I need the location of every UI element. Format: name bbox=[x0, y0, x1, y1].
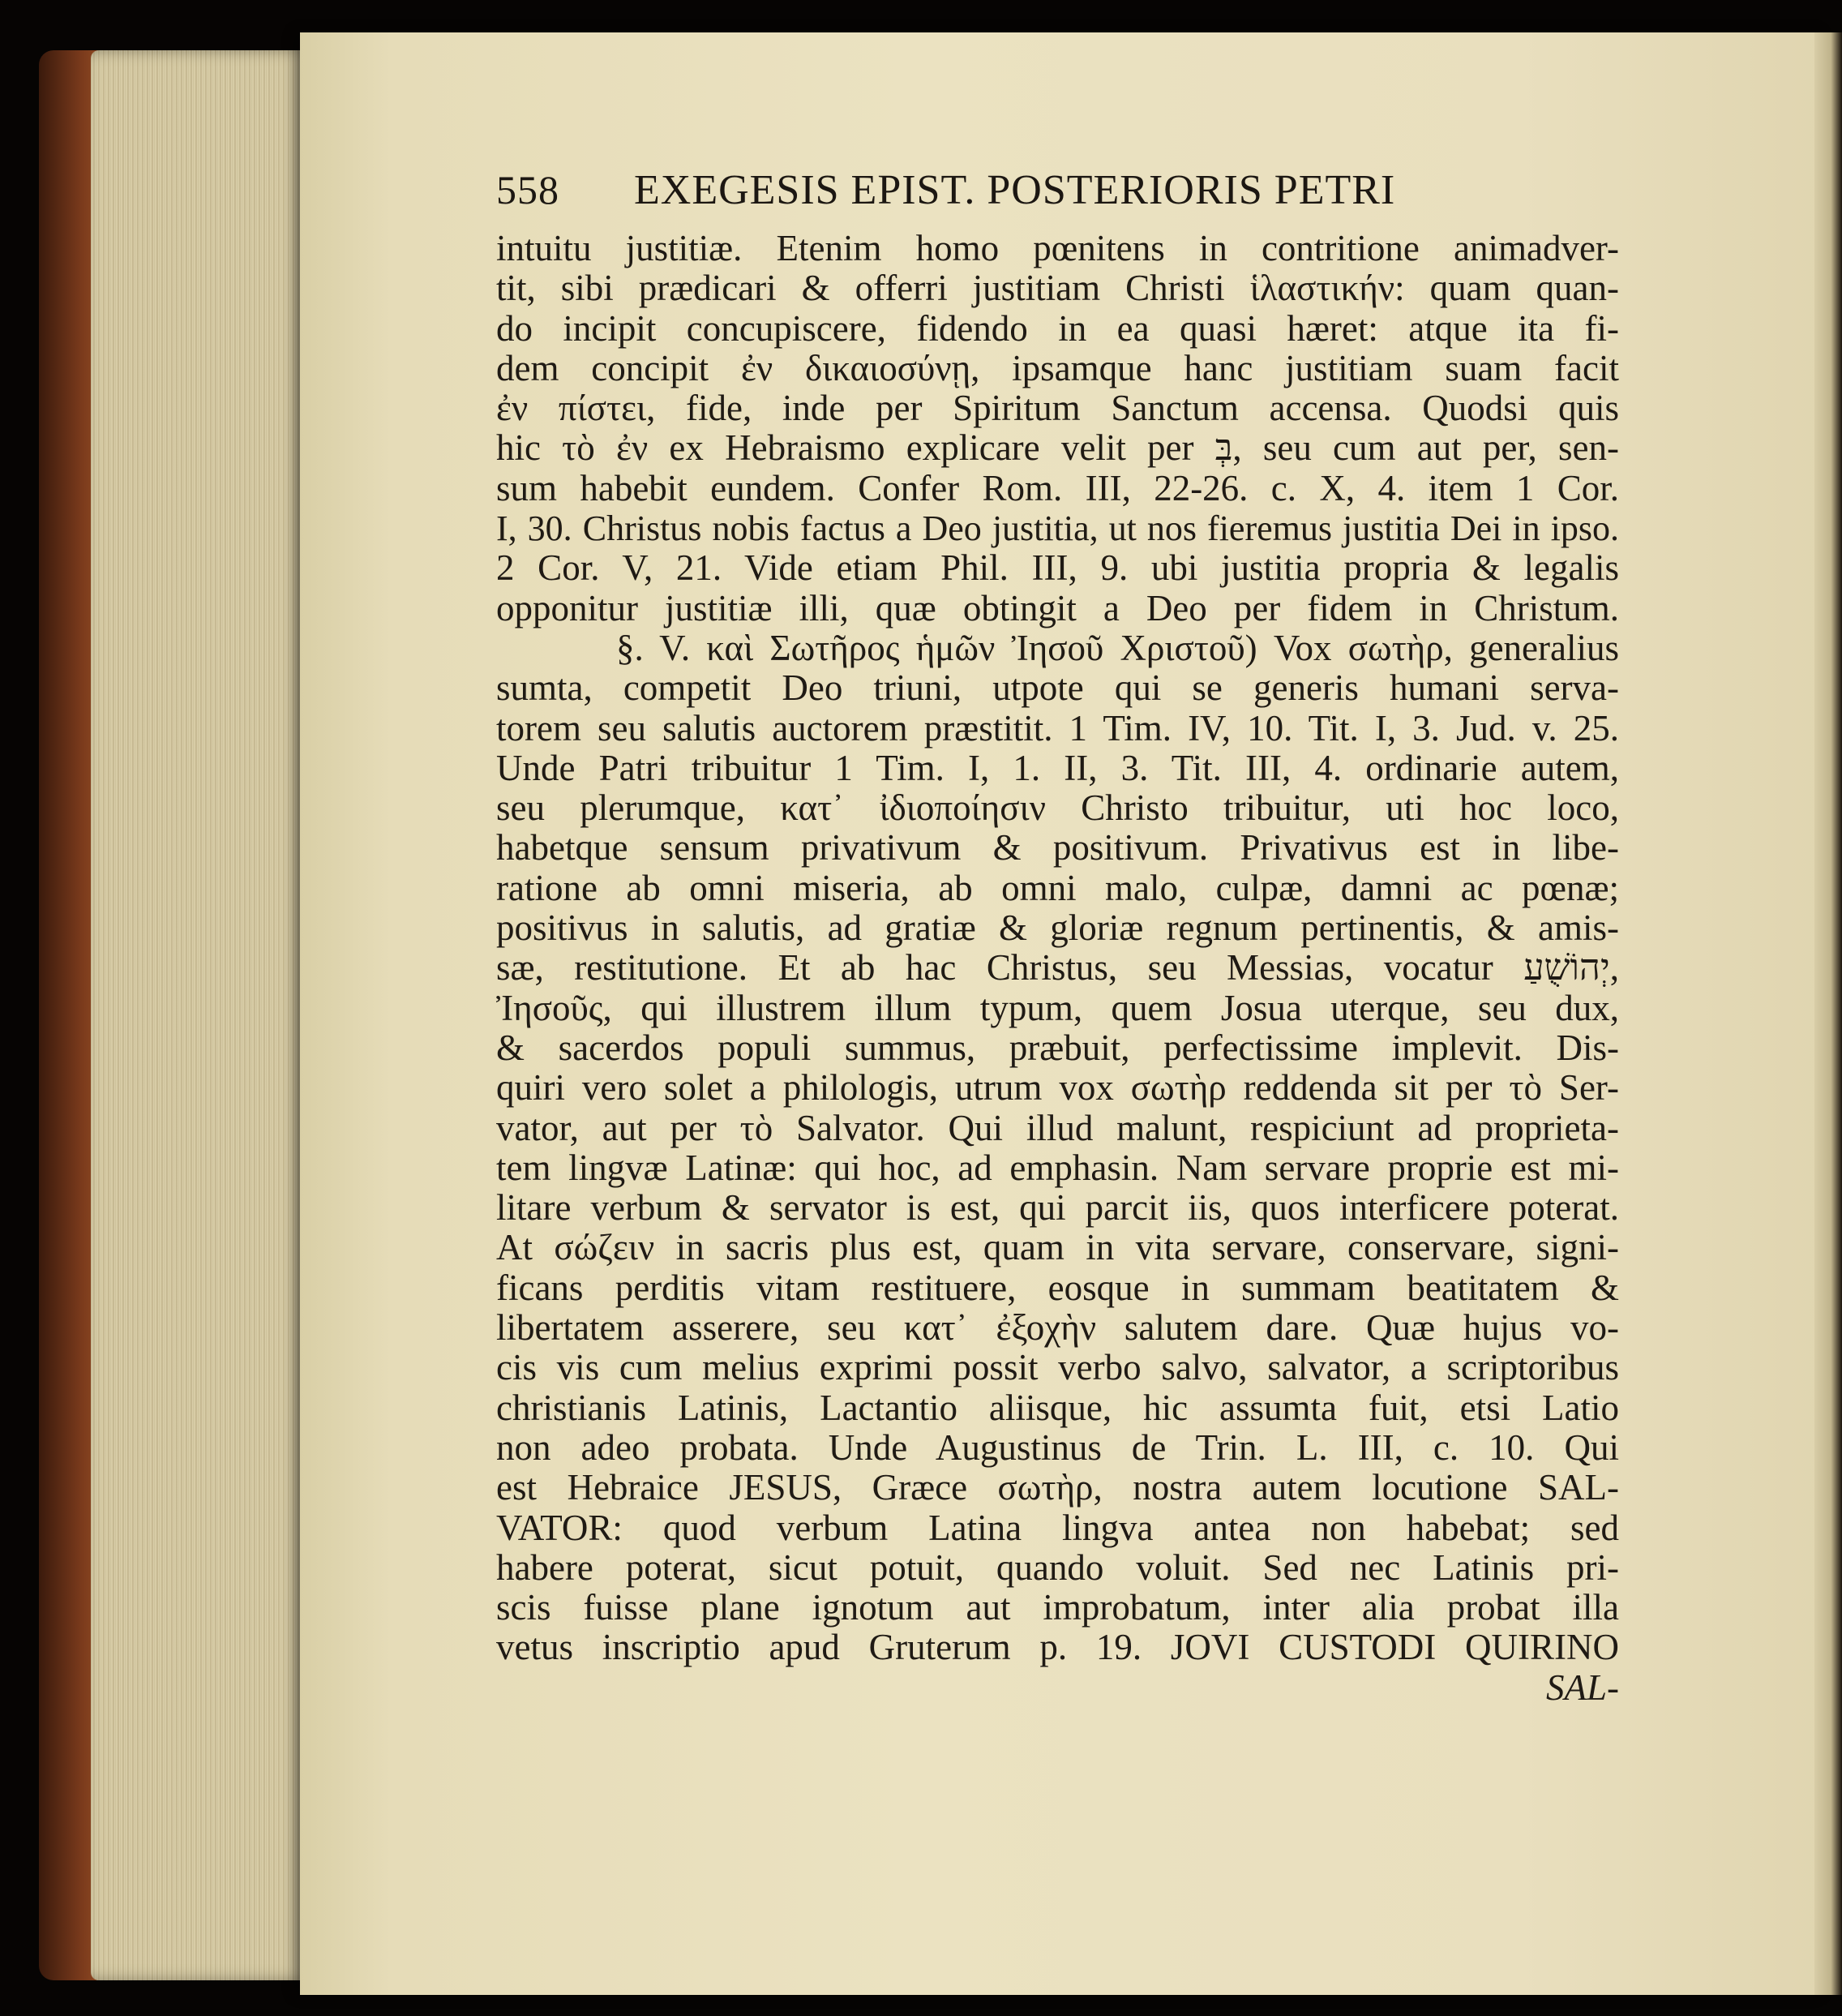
text-line: do incipit concupiscere, fidendo in ea quasi hæret: atque ita fi- bbox=[496, 308, 1619, 349]
page-gutter-shadow bbox=[1814, 32, 1842, 1995]
text-line: torem seu salutis auctorem præstitit. 1 Tim. IV, 10. Tit. I, 3. Jud. v. 25. bbox=[496, 708, 1619, 748]
text-line: dem concipit ἐν δικαιοσύνῃ, ipsamque hanc justitiam suam facit bbox=[496, 348, 1619, 388]
text-line: intuitu justitiæ. Etenim homo pœnitens in contritione animadver- bbox=[496, 229, 1619, 268]
text-line: vator, aut per τὸ Salvator. Qui illud malunt, respiciunt ad proprieta- bbox=[496, 1108, 1619, 1148]
text-line: habetque sensum privativum & positivum. Privativus est in libe- bbox=[496, 828, 1619, 869]
text-line: VATOR: quod verbum Latina lingva antea non habebat; sed bbox=[496, 1508, 1619, 1548]
text-line: At σώζειν in sacris plus est, quam in vita servare, conservare, signi- bbox=[496, 1228, 1619, 1268]
text-line: tem lingvæ Latinæ: qui hoc, ad emphasin. Nam servare proprie est mi- bbox=[496, 1147, 1619, 1188]
text-line: & sacerdos populi summus, præbuit, perfectissime implevit. Dis- bbox=[496, 1027, 1619, 1068]
text-line: seu plerumque, κατ᾽ ἰδιοποίησιν Christo tribuitur, uti hoc loco, bbox=[496, 788, 1619, 829]
page-block-fore-edge bbox=[91, 50, 308, 1980]
text-line: tit, sibi prædicari & offerri justitiam Christi ἱλαστικήν: quam quan- bbox=[496, 268, 1619, 309]
text-line: libertatem asserere, seu κατ᾽ ἐξοχὴν salutem dare. Quæ hujus vo- bbox=[496, 1308, 1619, 1349]
text-line: ἐν πίστει, fide, inde per Spiritum Sanctum accensa. Quodsi quis bbox=[496, 388, 1619, 429]
text-line: sumta, competit Deo triuni, utpote qui se generis humani serva- bbox=[496, 668, 1619, 709]
text-line: positivus in salutis, ad gratiæ & gloriæ regnum pertinentis, & amis- bbox=[496, 908, 1619, 949]
running-title: EXEGESIS EPIST. POSTERIORIS PETRI bbox=[634, 167, 1396, 213]
text-line: cis vis cum melius exprimi possit verbo salvo, salvator, a scriptoribus bbox=[496, 1348, 1619, 1388]
page-header bbox=[496, 166, 1615, 223]
text-line: christianis Latinis, Lactantio aliisque, hic assumta fuit, etsi Latio bbox=[496, 1388, 1619, 1428]
text-line: sum habebit eundem. Confer Rom. III, 22-26. c. X, 4. item 1 Cor. bbox=[496, 468, 1619, 508]
text-line: quiri vero solet a philologis, utrum vox σωτὴρ reddenda sit per τὸ Ser- bbox=[496, 1068, 1619, 1109]
text-line: litare verbum & servator is est, qui parcit iis, quos interficere poterat. bbox=[496, 1188, 1619, 1229]
text-line: non adeo probata. Unde Augustinus de Trin. L. III, c. 10. Qui bbox=[496, 1427, 1619, 1468]
text-line: opponitur justitiæ illi, quæ obtingit a Deo per fidem in Christum. bbox=[496, 588, 1619, 628]
text-line: ficans perditis vitam restituere, eosque in summam beatitatem & bbox=[496, 1268, 1619, 1308]
text-line: vetus inscriptio apud Gruterum p. 19. JOVI CUSTODI QUIRINO bbox=[496, 1628, 1619, 1668]
section-heading-line: §. V. καὶ Σωτῆρος ἡμῶν Ἰησοῦ Χριστοῦ) Vox σωτὴρ, generalius bbox=[616, 628, 1619, 668]
catchword: SAL- bbox=[1546, 1667, 1619, 1708]
text-line: sæ, restitutione. Et ab hac Christus, seu Messias, vocatur יְהוֹשֻׁעַ, bbox=[496, 948, 1619, 989]
text-line: ratione ab omni miseria, ab omni malo, culpæ, damni ac pœnæ; bbox=[496, 868, 1619, 908]
text-line: habere poterat, sicut potuit, quando voluit. Sed nec Latinis pri- bbox=[496, 1547, 1619, 1588]
text-line: Unde Patri tribuitur 1 Tim. I, 1. II, 3. Tit. III, 4. ordinarie autem, bbox=[496, 748, 1619, 788]
page-number: 558 bbox=[496, 167, 559, 212]
text-line: Ἰησοῦς, qui illustrem illum typum, quem Josua uterque, seu dux, bbox=[496, 988, 1619, 1028]
text-line: hic τὸ ἐν ex Hebraismo explicare velit per בְּ, seu cum aut per, sen- bbox=[496, 428, 1619, 469]
text-line: est Hebraice JESUS, Græce σωτὴρ, nostra autem locutione SAL- bbox=[496, 1468, 1619, 1508]
text-line: I, 30. Christus nobis factus a Deo justitia, ut nos fieremus justitia Dei in ipso. bbox=[496, 508, 1619, 549]
text-line: scis fuisse plane ignotum aut improbatum, inter alia probat illa bbox=[496, 1588, 1619, 1628]
body-text bbox=[496, 229, 1619, 1708]
text-line: 2 Cor. V, 21. Vide etiam Phil. III, 9. ubi justitia propria & legalis bbox=[496, 548, 1619, 589]
